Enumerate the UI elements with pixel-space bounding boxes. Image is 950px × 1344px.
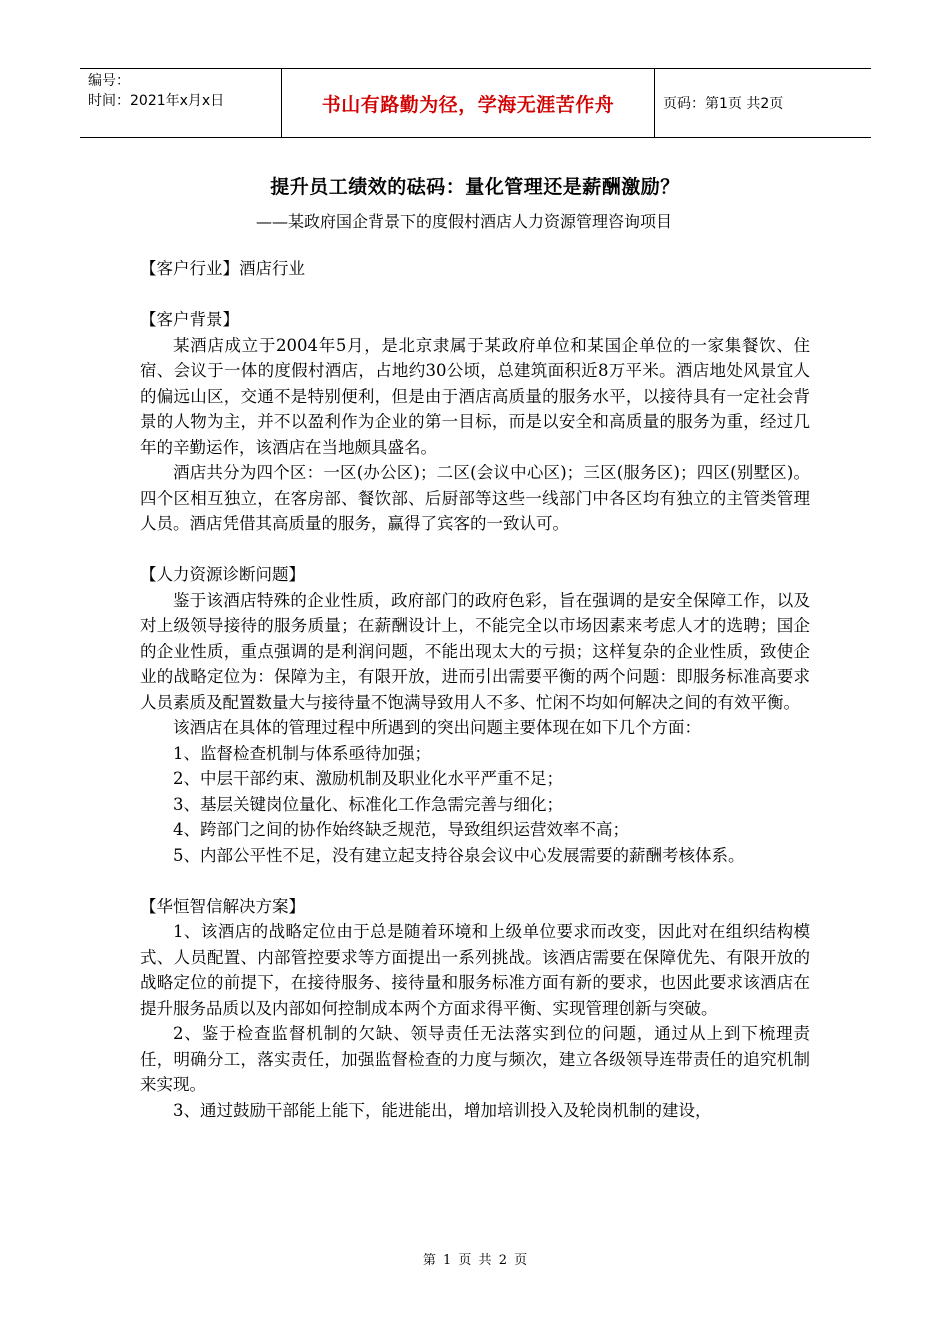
diagnosis-list-item: 4、跨部门之间的协作始终缺乏规范，导致组织运营效率不高；: [173, 820, 629, 839]
background-paragraph: 某酒店成立于2004年5月，是北京隶属于某政府单位和某国企单位的一家集餐饮、住宿、会议于一体的度假村酒店，占地约30公顷，总建筑面积近8万平米。酒店地处风景宜人的偏远山区，交通不是特别便利，但是由于酒店高质量的服务水平，以接待具有一定社会背景的人物为主，并不以盈利作为企业的第一目标，而是以安全和高质量的服务为重，经过几年的辛勤运作，该酒店在当地颇具盛名。: [140, 335, 810, 457]
document-header: [80, 68, 871, 138]
diagnosis-list-item: 3、基层关键岗位量化、标准化工作急需完善与细化；: [173, 794, 563, 814]
diagnosis-list-item: 1、监督检查机制与体系亟待加强；: [173, 743, 431, 763]
header-number-label: 编号：: [88, 73, 130, 89]
document-subtitle: ——某政府国企背景下的度假村酒店人力资源管理咨询项目: [256, 212, 673, 231]
section-heading-background: 【客户背景】: [140, 310, 239, 329]
solution-paragraph: 1、该酒店的战略定位由于总是随着环境和上级单位要求而改变，因此对在组织结构模式、人员配置、内部管控要求等方面提出一系列挑战。该酒店需要在保障优先、有限开放的战略定位的前提下，在接待服务、接待量和服务标准方面有新的要求，也因此要求该酒店在提升服务品质以及内部如何控制成本两个方面求得平衡、实现管理创新与突破。: [140, 922, 810, 1018]
section-heading-diagnosis: 【人力资源诊断问题】: [140, 565, 305, 584]
diagnosis-list-item: 2、中层干部约束、激励机制及职业化水平严重不足；: [173, 769, 563, 788]
section-heading-solution: 【华恒智信解决方案】: [140, 896, 305, 916]
header-motto: 书山有路勤为径，学海无涯苦作舟: [282, 69, 655, 137]
header-page-info: 页码：第1页 共2页: [663, 96, 784, 112]
header-meta: [80, 69, 282, 137]
diagnosis-list-item: 5、内部公平性不足，没有建立起支持谷泉会议中心发展需要的薪酬考核体系。: [173, 845, 745, 865]
solution-paragraph: 3、通过鼓励干部能上能下，能进能出，增加培训投入及轮岗机制的建设，: [173, 1100, 712, 1120]
background-paragraph: 酒店共分为四个区：一区(办公区)；二区(会议中心区)；三区(服务区)；四区(别墅区)。四个区相互独立，在客房部、餐饮部、后厨部等这些一线部门中各区均有独立的主管类管理人员。酒店凭借其高质量的服务，赢得了宾客的一致认可。: [140, 463, 810, 533]
industry-line: 【客户行业】酒店行业: [140, 259, 305, 278]
document-body: [140, 256, 810, 1123]
diagnosis-paragraph: 鉴于该酒店特殊的企业性质，政府部门的政府色彩，旨在强调的是安全保障工作，以及对上级领导接待的服务质量；在薪酬设计上，不能完全以市场因素来考虑人才的选聘；国企的企业性质，重点强调的是利润问题，不能出现太大的亏损；这样复杂的企业性质，致使企业的战略定位为：保障为主，有限开放，进而引出需要平衡的两个问题：即服务标准高要求人员素质及配置数量大与接待量不饱满导致用人不多、忙闲不均如何解决之间的有效平衡。: [140, 590, 810, 712]
diagnosis-paragraph: 该酒店在具体的管理过程中所遇到的突出问题主要体现在如下几个方面：: [173, 718, 701, 737]
document-title: 提升员工绩效的砝码：量化管理还是薪酬激励？: [270, 176, 680, 198]
solution-paragraph: 2、鉴于检查监督机制的欠缺、领导责任无法落实到位的问题，通过从上到下梳理责任，明确分工，落实责任，加强监督检查的力度与频次，建立各级领导连带责任的追究机制来实现。: [140, 1024, 810, 1094]
page-footer: 第 1 页 共 2 页: [422, 1253, 528, 1268]
header-date: 时间：2021年x月x日: [88, 93, 225, 109]
